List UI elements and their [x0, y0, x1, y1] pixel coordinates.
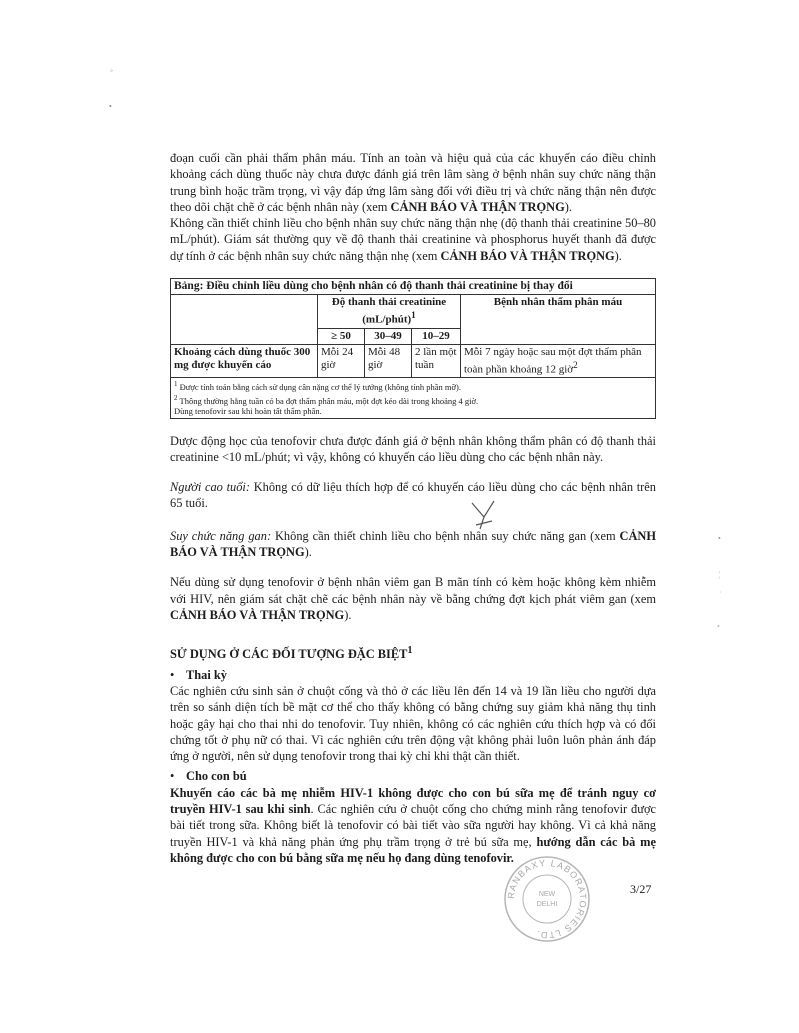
table-cell: Mỗi 24 giờ [318, 344, 365, 378]
section-title-special-populations: SỬ DỤNG Ở CÁC ĐỐI TƯỢNG ĐẶC BIỆT$^1$ [170, 645, 413, 662]
document-body [170, 150, 656, 866]
dose-adjustment-table [170, 278, 656, 418]
table-footnote: $^1$ Được tính toán bằng cách sử dụng cân nặng cơ thể lý tưởng (không tính phần mỡ). [174, 380, 461, 393]
stamp-center-line-2: DELHI [536, 901, 558, 908]
table-header-dialysis: Bệnh nhân thẩm phân máu [461, 295, 656, 345]
table-cell: 2 lần một tuần [412, 344, 461, 378]
paragraph-pregnancy: Các nghiên cứu sinh sản ở chuột cống và thỏ ở các liều lên đến 14 và 19 lần liều cho người dựa trên so sánh diện tích bề mặt cơ thể cho thấy không có bằng chứng suy giảm khả năng thụ tinh hoặc gây hại cho thai nhi do tenofovir. Tuy nhiên, không có các nghiên cứu thích hợp và có đối chứng tốt ở phụ nữ có thai. Vì các nghiên cứu trên động vật không phải luôn luôn phản ánh đáp ứng ở người, nên sử dụng tenofovir trong thai kỳ chỉ khi thật cần thiết. [170, 683, 656, 764]
table-row-label: Khoảng cách dùng thuốc 300 mg được khuyến cáo [171, 344, 318, 378]
bullet-pregnancy: • Thai kỳ [170, 667, 227, 682]
table-header-col-1: ≥ 50 [318, 328, 365, 344]
paragraph-renal-intro: đoạn cuối cần phải thẩm phân máu. Tính an toàn và hiệu quả của các khuyến cáo điều chỉnh khoảng cách dùng thuốc này chưa được đánh giá trên lâm sàng ở bệnh nhân suy chức năng thận trung bình hoặc trầm trọng, vì vậy đáp ứng lâm sàng đối với điều trị và chức năng thận nên được theo dõi chặt chẽ ở các bệnh nhân này (xem CẢNH BÁO VÀ THẬN TRỌNG). [170, 151, 656, 214]
paragraph-elderly: Người cao tuổi: Không có dữ liệu thích hợp để có khuyến cáo liều dùng cho các bệnh nhân trên 65 tuổi. [170, 480, 656, 511]
svg-text:RANBAXY LABORATORIES LTD. [506, 858, 588, 940]
page-number: 3/27 [630, 882, 652, 896]
table-footnotes [171, 378, 656, 418]
stamp-center-line-1: NEW [538, 891, 556, 898]
paragraph-pharmacokinetics: Dược động học của tenofovir chưa được đánh giá ở bệnh nhân không thẩm phân có độ thanh thải creatinine <10 mL/phút; vì vậy, không có khuyến cáo liều dùng cho các bệnh nhân này. [170, 433, 656, 464]
paragraph-hepatic: Suy chức năng gan: Không cần thiết chỉnh liều cho bệnh nhân suy chức năng gan (xem CẢNH BÁO VÀ THẬN TRỌNG). [170, 528, 656, 560]
table-footnote: $^2$ Thông thường hằng tuần có ba đợt thẩm phân máu, một đợt kéo dài trong khoảng 4 giờ. [174, 393, 479, 406]
scan-mark: • [717, 622, 720, 631]
table-header-empty [171, 295, 318, 345]
table-header-clearance: Độ thanh thải creatinine (mL/phút)$^1$ [318, 295, 461, 329]
paragraph-mild-renal: Không cần thiết chỉnh liều cho bệnh nhân suy chức năng thận nhẹ (độ thanh thải creatinine 50–80 mL/phút). Giám sát thường quy về độ thanh thải creatinine và phosphorus huyết thanh đã được dự tính ở các bệnh nhân suy chức năng thận nhẹ (xem CẢNH BÁO VÀ THẬN TRỌNG). [170, 216, 656, 263]
table-header-col-2: 30–49 [365, 328, 412, 344]
signature-mark [464, 495, 504, 535]
table-cell-dialysis: Mỗi 7 ngày hoặc sau một đợt thẩm phân toàn phần khoảng 12 giờ$^2$ [461, 344, 656, 378]
paragraph-nursing: Khuyến cáo các bà mẹ nhiễm HIV-1 không được cho con bú sữa mẹ để tránh nguy cơ truyền HIV-1 sau khi sinh. Các nghiên cứu ở chuột cống cho chứng minh rằng tenofovir được bài tiết trong sữa. Không biết là tenofovir có bài tiết vào sữa người hay không. Vì cả khả năng truyền HIV-1 và khả năng phản ứng phụ trầm trọng ở trẻ bú sữa mẹ, hướng dẫn các bà mẹ không được cho con bú bằng sữa mẹ nếu họ đang dùng tenofovir. [170, 785, 657, 865]
table-cell: Mỗi 48 giờ [365, 344, 412, 378]
paragraph-hepatitis-b: Nếu dùng sử dụng tenofovir ở bệnh nhân viêm gan B mãn tính có kèm hoặc không kèm nhiễm với HIV, nên giám sát chặt chẽ các bệnh nhân này về bằng chứng đợt kịch phát viêm gan (xem CẢNH BÁO VÀ THẬN TRỌNG). [170, 575, 656, 622]
table-header-col-3: 10–29 [412, 328, 461, 344]
company-stamp [503, 855, 591, 943]
scan-mark: · [719, 588, 722, 597]
stamp-ring-text: RANBAXY LABORATORIES LTD. [505, 857, 589, 941]
bullet-nursing: • Cho con bú [170, 769, 247, 784]
scan-mark: • [109, 102, 112, 111]
scan-mark: ◦ [110, 66, 113, 75]
table-caption: Bảng: Điều chỉnh liều dùng cho bệnh nhân có độ thanh thải creatinine bị thay đổi [171, 279, 656, 295]
scan-mark: • [718, 534, 721, 543]
table-footnote: Dùng tenofovir sau khi hoàn tất thẩm phân. [174, 406, 322, 417]
scan-mark: ¦ [719, 570, 721, 579]
